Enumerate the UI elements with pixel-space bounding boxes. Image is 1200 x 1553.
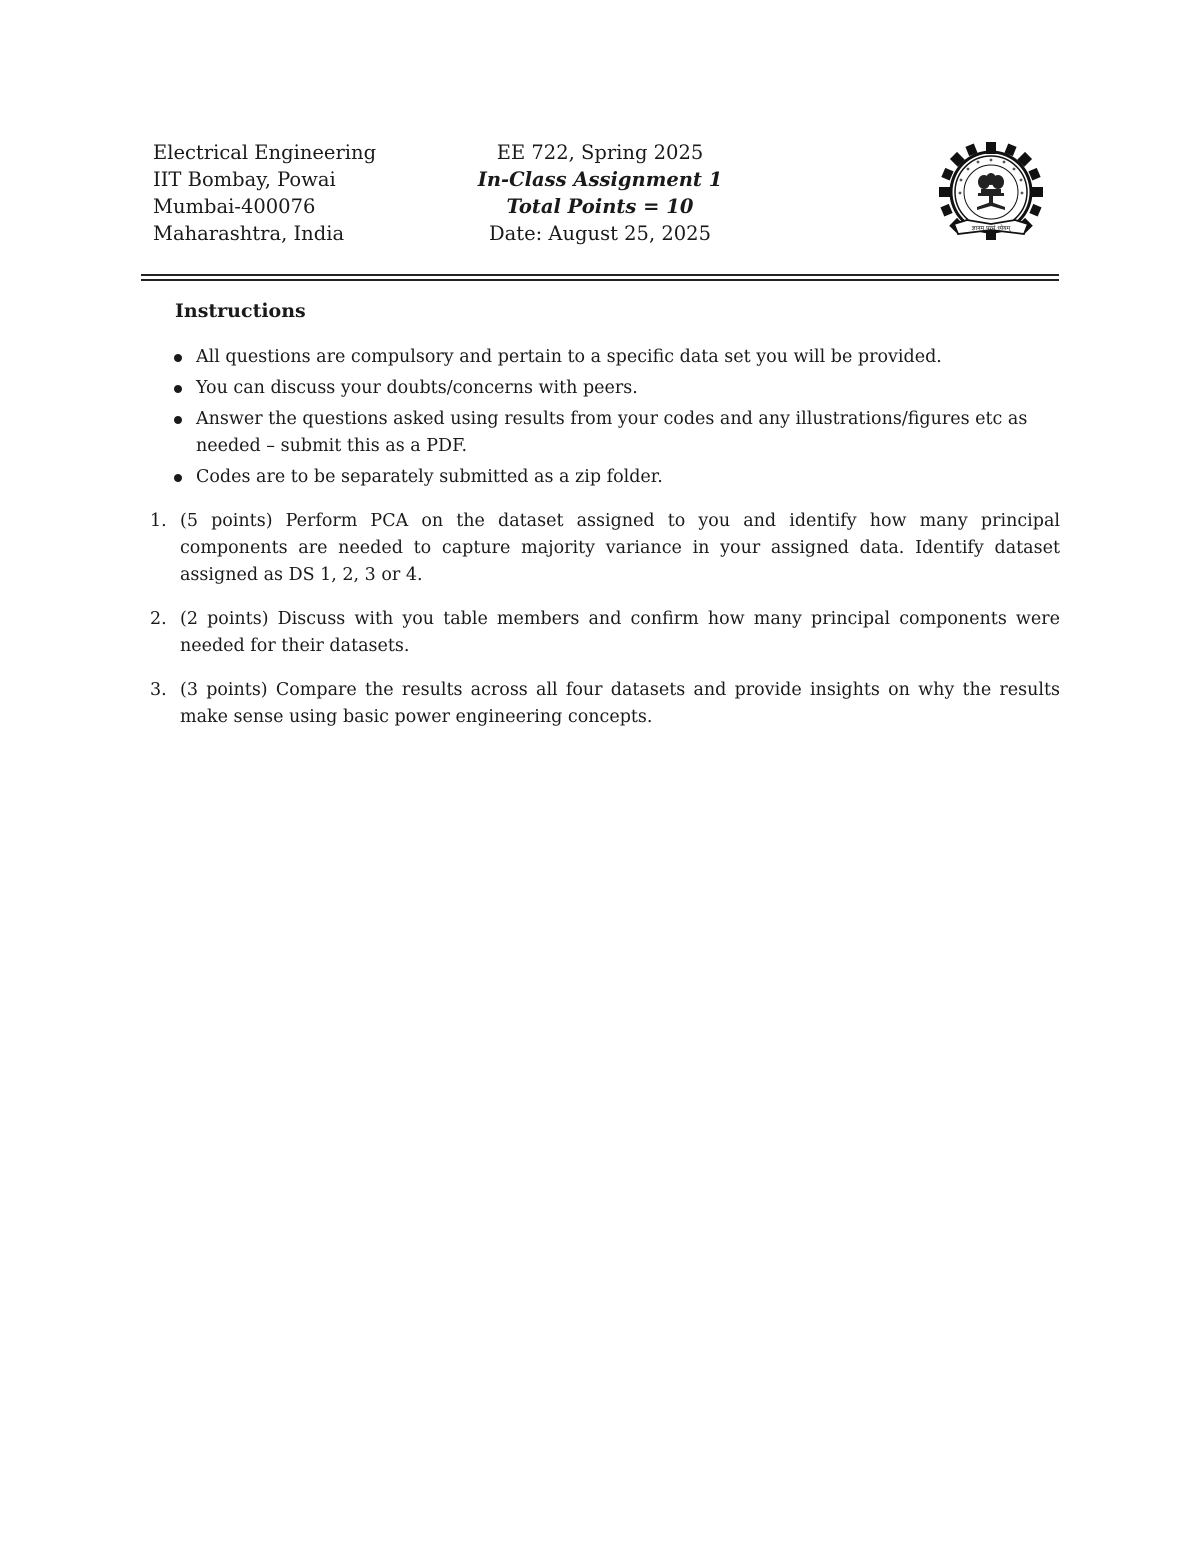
instruction-text: You can discuss your doubts/concerns with peers.: [196, 378, 638, 398]
bullet-icon: [174, 474, 182, 482]
course-title: EE 722, Spring 2025: [496, 141, 704, 164]
course-info: [440, 139, 760, 247]
bullet-icon: [174, 416, 182, 424]
question-text: (5 points) Perform PCA on the dataset assigned to you and identify how many principal components are needed to capture majority variance in your assigned data. Identify dataset assigned as DS 1, 2, 3 or 4.: [180, 511, 1060, 585]
question-text: (3 points) Compare the results across all four datasets and provide insights on why the results make sense using basic power engineering concepts.: [180, 680, 1060, 727]
bullet-icon: [174, 385, 182, 393]
question-item: [150, 677, 1060, 731]
assignment-title: In-Class Assignment 1: [477, 168, 723, 191]
instruction-item: [174, 344, 1064, 371]
department-name: Electrical Engineering: [153, 141, 377, 164]
bullet-icon: [174, 354, 182, 362]
instructions-list: [174, 344, 1064, 495]
instruction-item: [174, 375, 1064, 402]
instruction-text: Codes are to be separately submitted as a zip folder.: [196, 467, 663, 487]
iit-bombay-logo: [934, 140, 1048, 250]
institute-name: IIT Bombay, Powai: [153, 168, 336, 191]
department-address: [153, 139, 376, 247]
instructions-heading: Instructions: [175, 300, 306, 322]
instruction-text: All questions are compulsory and pertain to a specific data set you will be provided.: [196, 347, 942, 367]
instruction-item: [174, 464, 1064, 491]
assignment-date: Date: August 25, 2025: [489, 222, 711, 245]
questions-list: [150, 508, 1060, 748]
question-number: 2.: [150, 609, 167, 629]
question-number: 1.: [150, 511, 167, 531]
header-rule-top: [141, 274, 1059, 276]
city-pincode: Mumbai-400076: [153, 195, 316, 218]
state-country: Maharashtra, India: [153, 222, 345, 245]
question-text: (2 points) Discuss with you table members and confirm how many principal components were needed for their datasets.: [180, 609, 1060, 656]
question-item: [150, 508, 1060, 589]
question-number: 3.: [150, 680, 167, 700]
question-item: [150, 606, 1060, 660]
instruction-text: Answer the questions asked using results from your codes and any illustrations/figures etc as needed – submit this as a PDF.: [196, 409, 1028, 456]
total-points: Total Points = 10: [506, 195, 694, 218]
instruction-item: [174, 406, 1064, 460]
logo-motto: ज्ञानम् परमं ध्येयम्: [971, 225, 1011, 232]
header-rule-bottom: [141, 279, 1059, 281]
